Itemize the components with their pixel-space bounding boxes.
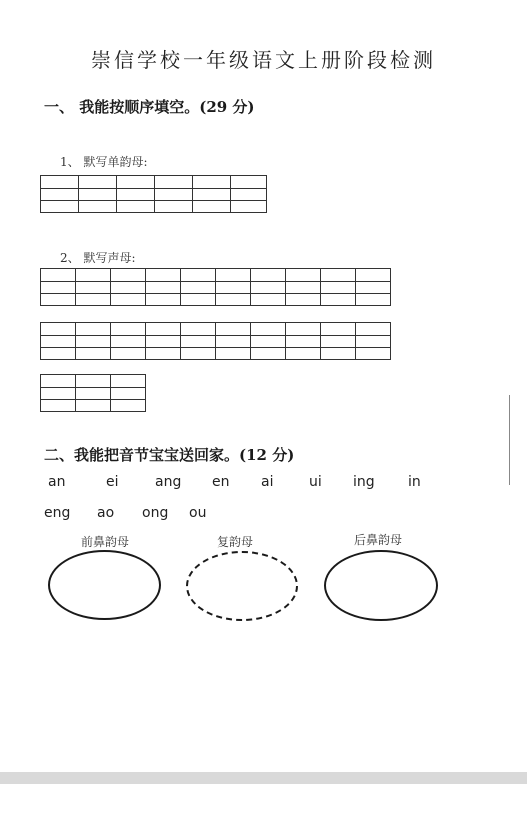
compound-vowel-oval[interactable] [186, 551, 298, 621]
viewer-bottom-area [0, 784, 527, 830]
syllable-in[interactable]: in [408, 474, 421, 490]
syllable-ong[interactable]: ong [142, 505, 169, 521]
front-nasal-oval[interactable] [48, 550, 161, 620]
syllable-eng[interactable]: eng [44, 505, 71, 521]
section-1-heading: 一、 我能按顺序填空。(29 分) [44, 98, 255, 116]
syllable-ui[interactable]: ui [309, 474, 322, 490]
vowel-writing-grid[interactable] [40, 175, 267, 213]
syllable-en[interactable]: en [212, 474, 230, 490]
scan-edge-line [509, 395, 510, 485]
syllable-ou[interactable]: ou [189, 505, 207, 521]
oval-label-front-nasal: 前鼻韵母 [80, 535, 129, 549]
q2-label: 2、 默写声母: [60, 251, 136, 265]
syllable-ao[interactable]: ao [97, 505, 115, 521]
oval-label-back-nasal: 后鼻韵母 [353, 533, 402, 547]
syllable-an[interactable]: an [48, 474, 66, 490]
initials-grid-row-3[interactable] [40, 374, 146, 412]
section-2-heading: 二、我能把音节宝宝送回家。(12 分) [44, 446, 295, 464]
back-nasal-oval[interactable] [324, 550, 438, 621]
syllable-ang[interactable]: ang [155, 474, 182, 490]
syllable-ai[interactable]: ai [261, 474, 274, 490]
worksheet-title: 崇信学校一年级语文上册阶段检测 [91, 48, 436, 72]
syllable-ing[interactable]: ing [353, 474, 375, 490]
q1-label: 1、 默写单韵母: [60, 155, 148, 169]
initials-grid-row-1[interactable] [40, 268, 391, 306]
viewer-bottom-bar [0, 772, 527, 784]
syllable-ei[interactable]: ei [106, 474, 119, 490]
oval-label-compound: 复韵母 [216, 535, 253, 549]
initials-grid-row-2[interactable] [40, 322, 391, 360]
